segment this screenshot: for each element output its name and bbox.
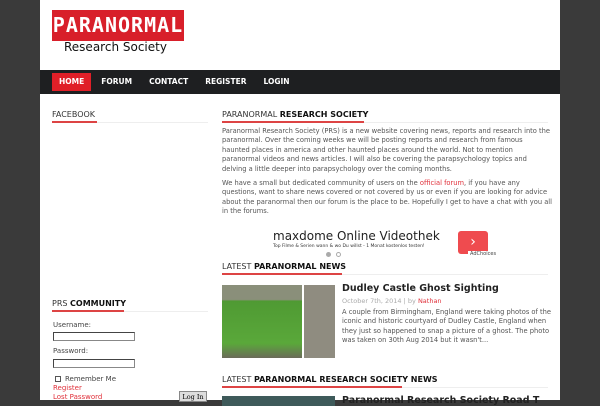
register-link[interactable]: Register <box>53 384 82 392</box>
intro-heading <box>222 110 548 123</box>
ad-banner[interactable] <box>273 229 503 257</box>
news-excerpt: A couple from Birmingham, England were taking photos of the iconic and historic courtyard of Dudley Castle, England when they just so happened to snap a picture of a ghost. The photo was taken on 30th Aug 2014 but it wasn't... <box>342 308 551 345</box>
ad-title: maxdome Online Videothek <box>273 229 440 243</box>
nav-login[interactable]: LOGIN <box>263 77 290 86</box>
prs-news-thumbnail[interactable] <box>222 396 335 406</box>
by-text: | by <box>401 297 418 305</box>
heading-light: LATEST <box>222 262 252 271</box>
heading-underline <box>222 121 364 123</box>
carousel-dot-active[interactable] <box>326 252 331 257</box>
heading-light: PARANORMAL <box>222 110 278 119</box>
heading-underline <box>52 310 124 312</box>
news-title[interactable]: Dudley Castle Ghost Sighting <box>342 283 499 294</box>
heading-underline <box>222 386 402 388</box>
prs-news-heading <box>222 375 548 388</box>
heading-light: PRS <box>52 299 68 308</box>
password-input[interactable] <box>53 359 135 368</box>
heading-text: FACEBOOK <box>52 110 96 119</box>
heading-bold: PARANORMAL RESEARCH SOCIETY NEWS <box>253 375 438 384</box>
news-thumbnail[interactable] <box>222 285 335 358</box>
nav-forum[interactable]: FORUM <box>101 77 133 86</box>
heading-bold: PARANORMAL NEWS <box>253 262 347 271</box>
news-date: October 7th, 2014 <box>342 297 402 305</box>
remember-checkbox[interactable] <box>55 376 61 382</box>
heading-bold: COMMUNITY <box>70 299 127 308</box>
heading-light: LATEST <box>222 375 252 384</box>
lost-password-link[interactable]: Lost Password <box>53 393 103 401</box>
ad-subtitle: Top Filme & Serien wann & wo Du willst - 1 Monat kostenlos testen! <box>273 244 425 249</box>
adchoices-label[interactable]: AdChoices <box>470 251 497 257</box>
password-label: Password: <box>53 347 89 355</box>
thumbnail-inset <box>302 285 335 358</box>
intro-paragraph: Paranormal Research Society (PRS) is a new website covering news, reports and research into the paranormal. Over the coming weeks we will be posting reports and research from famous haunted places in america and other haunted places around the world. Not to mention paranormal videos and news articles. I will also be covering the parapsychology topics and delving a little deeper into parapsychology over the coming months. <box>222 127 550 173</box>
news-meta <box>342 297 442 305</box>
main-nav <box>40 70 560 94</box>
nav-contact[interactable]: CONTACT <box>149 77 189 86</box>
text: , if you have any questions, want to share news covered or not covered by us or even if you are looking for advice about the paranormal then our forum is the place to be. Hopefully I get to have a chat with you all in the forums. <box>222 179 553 216</box>
ad-arrow-icon[interactable]: › <box>458 231 488 254</box>
heading-underline <box>222 273 342 275</box>
news-heading <box>222 262 548 275</box>
logo[interactable]: PARANORMAL <box>52 10 184 41</box>
carousel-dot[interactable] <box>336 252 341 257</box>
text: We have a small but dedicated community of users on the <box>222 179 420 187</box>
prs-news-title[interactable]: Paranormal Research Society Road T <box>342 395 540 406</box>
heading-bold: RESEARCH SOCIETY <box>279 110 369 119</box>
heading-underline <box>52 121 97 123</box>
intro-paragraph-2 <box>222 179 552 217</box>
logo-subtitle: Research Society <box>64 40 167 54</box>
community-heading <box>52 299 208 312</box>
username-input[interactable] <box>53 332 135 341</box>
official-forum-link[interactable]: official forum <box>419 179 465 187</box>
username-label: Username: <box>53 321 92 329</box>
nav-register[interactable]: REGISTER <box>205 77 247 86</box>
remember-label: Remember Me <box>65 375 116 383</box>
nav-home[interactable]: HOME <box>52 73 91 91</box>
login-button[interactable]: Log In <box>179 391 207 402</box>
header <box>40 0 560 72</box>
facebook-heading <box>52 110 208 123</box>
news-author-link[interactable]: Nathan <box>417 297 442 305</box>
